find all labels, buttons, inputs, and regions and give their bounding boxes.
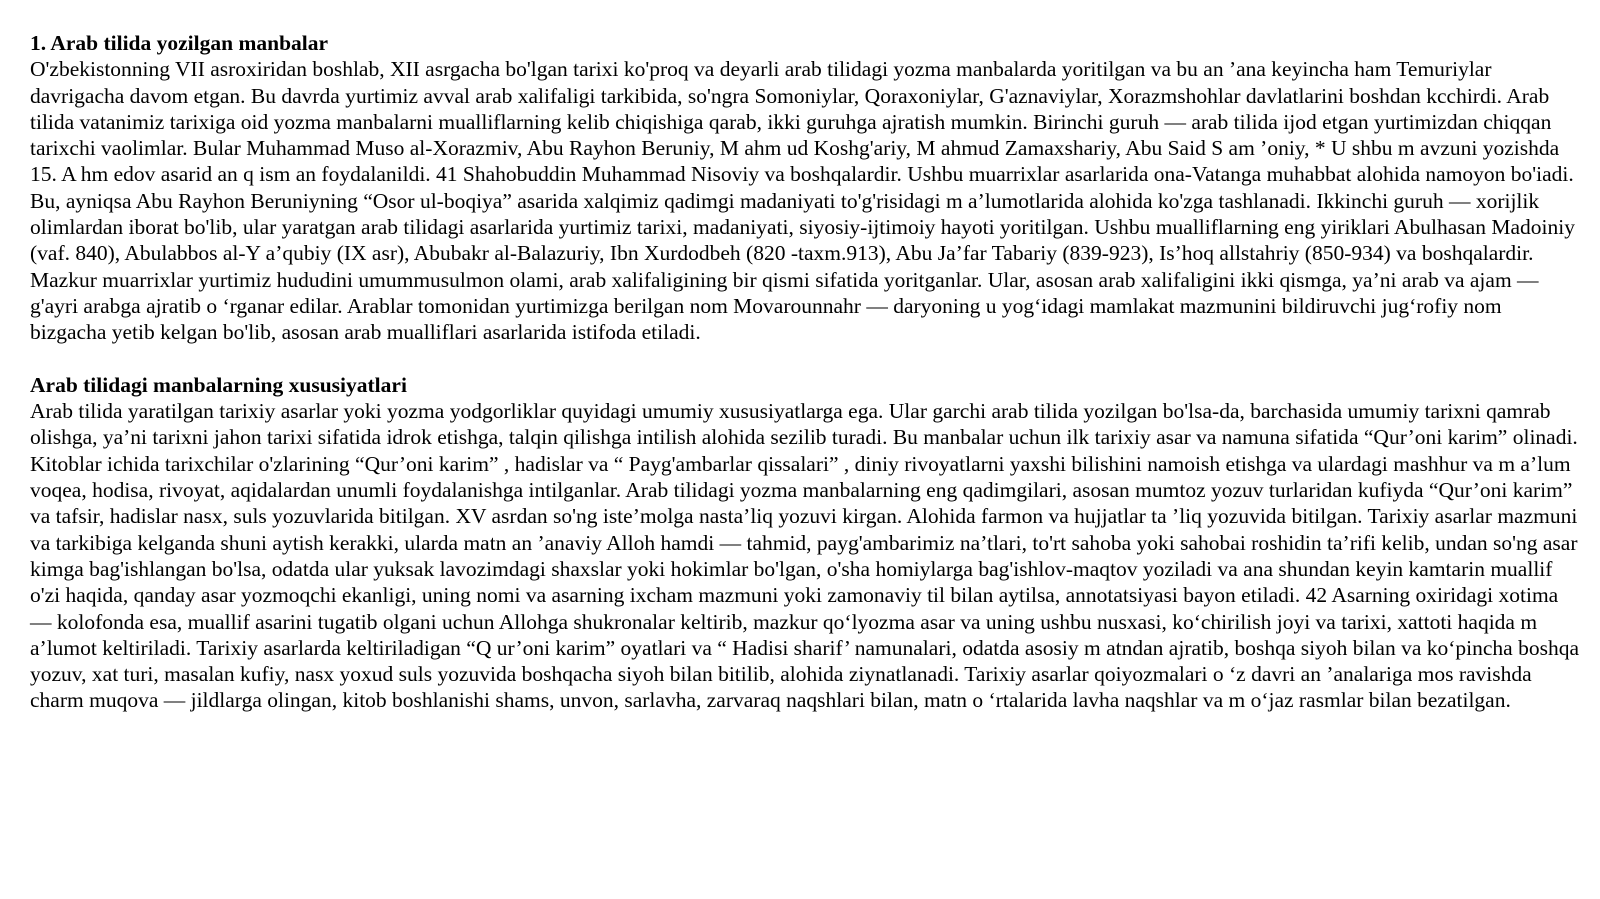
section-arab-sources <box>30 30 1580 346</box>
section-paragraph: O'zbekistonning VII asroxiridan boshlab, XII asrgacha bo'lgan tarixi ko'proq va deyarli arab tilidagi yozma manbalarda yoritilgan va bu an ’ana keyincha ham Temuriylar davrigacha davom etgan. Bu davrda yurtimiz avval arab xalifaligi tarkibida, so'ngra Somoniylar, Qoraxoniylar, G'aznaviylar, Xorazmshohlar davlatlarini boshdan kcchirdi. Arab tilida vatanimiz tarixiga oid yozma manbalarni mualliflarning kelib chiqishiga qarab, ikki guruhga ajratish mumkin. Birinchi guruh — arab tilida ijod etgan yurtimizdan chiqqan tarixchi vaolimlar. Bular Muhammad Muso al-Xorazmiv, Abu Rayhon Beruniy, M ahm ud Koshg'ariy, M ahmud Zamaxshariy, Abu Said S am ’oniy, * U shbu m avzuni yozishda 15. A hm edov asarid an q ism an foydalanildi. 41 Shahobuddin Muhammad Nisoviy va boshqalardir. Ushbu muarrixlar asarlarida ona-Vatanga muhabbat alohida namoyon bo'iadi. Bu, ayniqsa Abu Rayhon Beruniyning “Osor ul-boqiya” asarida xalqimiz qadimgi madaniyati to'g'risidagi m a’lumotlarida alohida ko'zga tashlanadi. Ikkinchi guruh — xorijlik olimlardan iborat bo'lib, ular yaratgan arab tilidagi asarlarida yurtimiz tarixi, madaniyati, siyosiy-ijtimoiy hayoti yoritilgan. Ushbu mualliflarning eng yiriklari Abulhasan Madoiniy (vaf. 840), Abulabbos al-Y a’qubiy (IX asr), Abubakr al-Balazuriy, Ibn Xurdodbeh (820 -taxm.913), Abu Ja’far Tabariy (839-923), Is’hoq allstahriy (850-934) va boshqalardir. Mazkur muarrixlar yurtimiz hududini umummusulmon olami, arab xalifaligining bir qismi sifatida yoritganlar. Ular, asosan arab xalifaligini ikki qismga, ya’ni arab va ajam — g'ayri arabga ajratib o ‘rganar edilar. Arablar tomonidan yurtimizga berilgan nom Movarounnahr — daryoning u yog‘idagi mamlakat mazmunini bildiruvchi jug‘rofiy nom bizgacha yetib kelgan bo'lib, asosan arab mualliflari asarlarida istifoda etiladi. <box>30 57 1575 345</box>
section-heading: Arab tilidagi manbalarning xususiyatlari <box>30 372 407 397</box>
section-arab-sources-features <box>30 372 1580 714</box>
section-heading: 1. Arab tilida yozilgan manbalar <box>30 31 329 55</box>
document-page <box>30 30 1580 714</box>
paragraph-spacer <box>30 346 1580 372</box>
section-paragraph: Arab tilida yaratilgan tarixiy asarlar yoki yozma yodgorliklar quyidagi umumiy xususiyatlarga ega. Ular garchi arab tilida yozilgan bo'lsa-da, barchasida umumiy tarixni qamrab olishga, ya’ni tarixni jahon tarixi sifatida idrok etishga, talqin qilishga intilish alohida sezilib turadi. Bu manbalar uchun ilk tarixiy asar va namuna sifatida “Qur’oni karim” olinadi. Kitoblar ichida tarixchilar o'zlarining “Qur’oni karim” , hadislar va “ Payg'ambarlar qissalari” , diniy rivoyatlarni yaxshi bilishini namoish etishga va ulardagi mashhur va m a’lum voqea, hodisa, rivoyat, aqidalardan unumli foydalanishga intilganlar. Arab tilidagi yozma manbalarning eng qadimgilari, asosan mumtoz yozuv turlaridan kufiyda “Qur’oni karim” va tafsir, hadislar nasx, suls yozuvlarida bitilgan. XV asrdan so'ng iste’molga nasta’liq yozuvi kirgan. Alohida farmon va hujjatlar ta ’liq yozuvida bitilgan. Tarixiy asarlar mazmuni va tarkibiga kelganda shuni aytish kerakki, ularda matn an ’anaviy Alloh hamdi — tahmid, payg'ambarimiz na’tlari, to'rt sahoba yoki sahobai roshidin ta’rifi kelib, undan so'ng asar kimga bag'ishlangan bo'lsa, odatda ular yuksak lavozimdagi shaxslar yoki hokimlar bo'lgan, o'sha homiylarga bag'ishlov-maqtov yoziladi va ana shundan keyin kamtarin muallif o'zi haqida, qanday asar yozmoqchi ekanligi, uning nomi va asarning ixcham mazmuni yoki zamonaviy til bilan aytilsa, annotatsiyasi bayon etiladi. 42 Asarning oxiridagi xotima — kolofonda esa, muallif asarini tugatib olgani uchun Allohga shukronalar keltirib, mazkur qo‘lyozma asar va uning ushbu nusxasi, ko‘chirilish joyi va tarixi, xattoti haqida m a’lumot keltiriladi. Tarixiy asarlarda keltiriladigan “Q ur’oni karim” oyatlari va “ Hadisi sharif’ namunalari, odatda asosiy m atndan ajratib, boshqa siyoh bilan va ko‘pincha boshqa yozuv, xat turi, masalan kufiy, nasx yoxud suls yozuvida boshqacha siyoh bilan bitilib, alohida ziynatlanadi. Tarixiy asarlar qoiyozmalari o ‘z davri an ’analariga mos ravishda charm muqova — jildlarga olingan, kitob boshlanishi shams, unvon, sarlavha, zarvaraq naqshlari bilan, matn o ‘rtalarida lavha naqshlar va m o‘jaz rasmlar bilan bezatilgan. <box>30 399 1579 713</box>
